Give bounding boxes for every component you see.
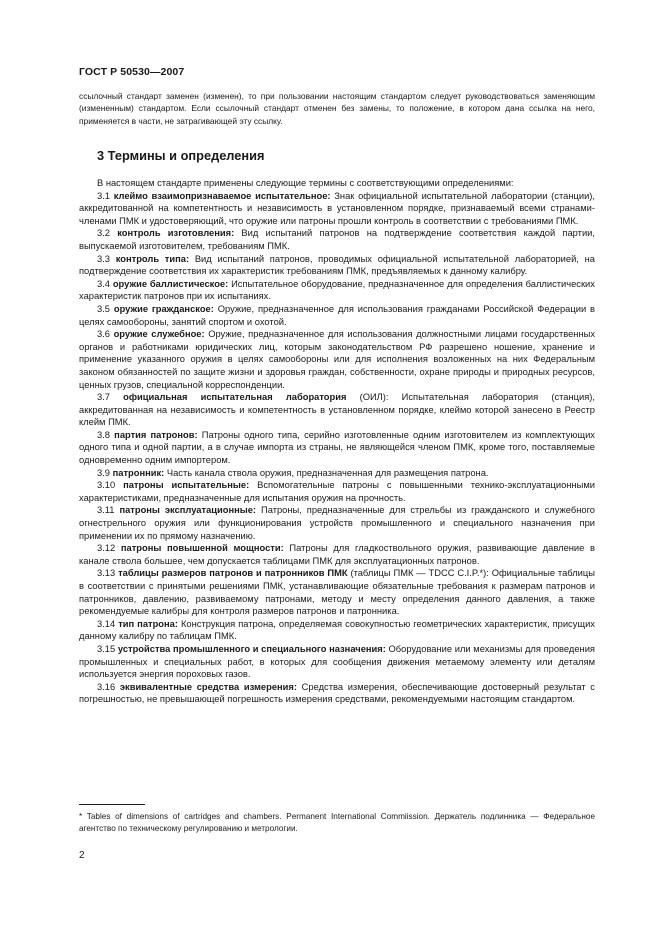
term-name: клеймо взаимопризнаваемое испытательное: bbox=[113, 190, 331, 201]
terms-list bbox=[79, 177, 595, 706]
term-name: эквивалентные средства измерения: bbox=[119, 681, 297, 692]
terms-lead: В настоящем стандарте применены следующие термины с соответствующими определениями: bbox=[97, 178, 514, 188]
term-number: 3.13 bbox=[97, 568, 116, 579]
term-name: устройства промышленного и специального назначения: bbox=[117, 643, 386, 654]
term-entry bbox=[79, 618, 595, 643]
term-name: патроны эксплуатационные: bbox=[119, 505, 257, 516]
term-entry bbox=[79, 190, 595, 228]
term-entry bbox=[79, 681, 595, 706]
page-number: 2 bbox=[79, 850, 85, 861]
term-number: 3.12 bbox=[97, 543, 116, 554]
footnote: * Tables of dimensions of cartridges and chambers. Permanent International Commiission. Держатель подлинника — Федеральное агентство по техническому регулированию и метрологии. bbox=[79, 812, 595, 834]
term-entry bbox=[79, 504, 595, 542]
term-name: оружие служебное: bbox=[113, 329, 205, 340]
term-number: 3.1 bbox=[97, 190, 110, 201]
term-number: 3.9 bbox=[97, 467, 110, 478]
term-definition: Патроны для гладкоствольного оружия, развивающие давление в канале ствола большее, чем допускается таблицами ПМК для эксплуатационных патронов. bbox=[79, 543, 595, 566]
term-entry bbox=[79, 467, 595, 480]
term-definition: Вспомогательные патроны с повышенными технико-эксплуатационными характеристиками, предназначенные для испытания оружия на прочность. bbox=[79, 480, 595, 503]
intro-paragraph: ссылочный стандарт заменен (изменен), то при пользовании настоящим стандартом следует руководствоваться заменяющим (измененным) стандартом. Если ссылочный стандарт отменен без замены, то положение, в котором дана ссылка на него, применяется в части, не затрагивающей эту ссылку. bbox=[79, 91, 595, 126]
term-number: 3.3 bbox=[97, 253, 110, 264]
term-definition: Оборудование или механизмы для проведения промышленных и специальных работ, в которых для сообщения движения метаемому элементу или деталям используется энергия пороховых газов. bbox=[79, 643, 595, 680]
term-entry bbox=[79, 429, 595, 467]
term-number: 3.8 bbox=[97, 429, 110, 440]
term-number: 3.14 bbox=[97, 618, 116, 629]
term-definition: (таблицы ПМК — TDCC C.I.P.*): Официальные таблицы в соответствии с принятыми решениями ПМК, устанавливающие обязательные требования к размерам патронов и патронников, давлению, развиваемому патронами, методу и месту определения данного давления, а также рекомендуемые калибры для контроля размеров патронов и патронника. bbox=[79, 568, 595, 617]
term-number: 3.2 bbox=[97, 228, 110, 239]
term-name: патроны испытательные: bbox=[123, 480, 250, 491]
term-number: 3.7 bbox=[97, 392, 110, 403]
term-definition: Знак официальной испытательной лаборатории (станции), аккредитованной на компетентность и независимость в установленном порядке, признаваемый всеми странами-членами ПМК и удостоверяющий, что оружие или патроны прошли контроль в соответствии с требованиями ПМК. bbox=[79, 190, 595, 226]
document-header: ГОСТ Р 50530—2007 bbox=[79, 66, 185, 78]
term-definition: Испытательное оборудование, предназначенное для определения баллистических характеристик патронов при их испытаниях. bbox=[79, 278, 595, 302]
term-number: 3.16 bbox=[97, 681, 116, 692]
term-definition: Средства измерения, обеспечивающие достоверный результат с погрешностью, не превышающей погрешность измерения средствами, рекомендуемыми настоящим стандартом. bbox=[79, 681, 595, 705]
term-name: патронник: bbox=[112, 467, 165, 478]
term-entry bbox=[79, 479, 595, 504]
term-name: официальная испытательная лаборатория bbox=[123, 392, 347, 403]
term-definition: (ОИЛ): Испытательная лаборатория (станция), аккредитованная на независимость и компетентность в установленном порядке, клеймо которой занесено в Реестр клейм ПМК. bbox=[79, 392, 595, 428]
term-definition: Оружие, предназначенное для использования гражданами Российской Федерации в целях самообороны, занятий спортом и охотой. bbox=[79, 303, 595, 327]
term-name: оружие баллистическое: bbox=[112, 278, 229, 289]
term-entry bbox=[79, 567, 595, 617]
term-definition: Патроны одного типа, серийно изготовленные одним изготовителем из комплектующих одного типа и одной партии, а в случае импорта из страны, не являющейся членом ПМК, кроме того, поставляемые одновременно одним импортером. bbox=[79, 429, 595, 466]
term-number: 3.10 bbox=[97, 480, 116, 491]
term-number: 3.5 bbox=[97, 303, 110, 314]
term-name: партия патронов: bbox=[114, 429, 198, 440]
term-name: контроль типа: bbox=[115, 253, 190, 264]
term-entry bbox=[79, 391, 595, 429]
section-title: 3 Термины и определения bbox=[97, 148, 265, 163]
term-entry bbox=[79, 227, 595, 252]
term-definition: Часть канала ствола оружия, предназначенная для размещения патрона. bbox=[166, 467, 489, 478]
term-number: 3.6 bbox=[97, 329, 110, 340]
term-number: 3.15 bbox=[97, 643, 116, 654]
term-definition: Вид испытаний патронов на подтверждение соответствия каждой партии, выпускаемой изготовителем, требованиям ПМК. bbox=[79, 228, 595, 251]
term-definition: Патроны, предназначенные для стрельбы из гражданского и служебного огнестрельного оружия или функционирования устройств промышленного и специального назначения при применении их по прямому назначению. bbox=[79, 505, 595, 541]
term-entry bbox=[79, 643, 595, 681]
term-number: 3.11 bbox=[97, 505, 115, 516]
term-number: 3.4 bbox=[97, 278, 110, 289]
footnote-divider bbox=[79, 804, 145, 805]
term-name: таблицы размеров патронов и патронников ПМК bbox=[118, 568, 348, 579]
term-entry bbox=[79, 303, 595, 328]
term-entry bbox=[79, 542, 595, 567]
term-name: оружие гражданское: bbox=[113, 303, 214, 314]
term-name: тип патрона: bbox=[118, 618, 178, 629]
term-entry bbox=[79, 278, 595, 303]
term-definition: Вид испытаний патронов, проводимых официальной испытательной лабораторией, на подтверждение соответствия их характеристик требованиям ПМК, предъявляемых к данному калибру. bbox=[79, 253, 595, 277]
term-definition: Конструкция патрона, определяемая совокупностью геометрических характеристик, присущих данному калибру по таблицам ПМК. bbox=[79, 618, 595, 642]
term-entry bbox=[79, 253, 595, 278]
term-name: патроны повышенной мощности: bbox=[120, 543, 284, 554]
term-definition: Оружие, предназначенное для использования должностными лицами государственных органов и работниками юридических лиц, которым законодательством РФ разрешено ношение, хранение и применение указанного оружия в целях самообороны или для исполнения возложенных на них Федеральным законом обязанностей по защите жизни и здоровья граждан, собственности, охране природы и природных ресурсов, ценных грузов, специальной корреспонденции. bbox=[79, 329, 595, 390]
term-name: контроль изготовления: bbox=[117, 228, 235, 239]
term-entry bbox=[79, 328, 595, 391]
